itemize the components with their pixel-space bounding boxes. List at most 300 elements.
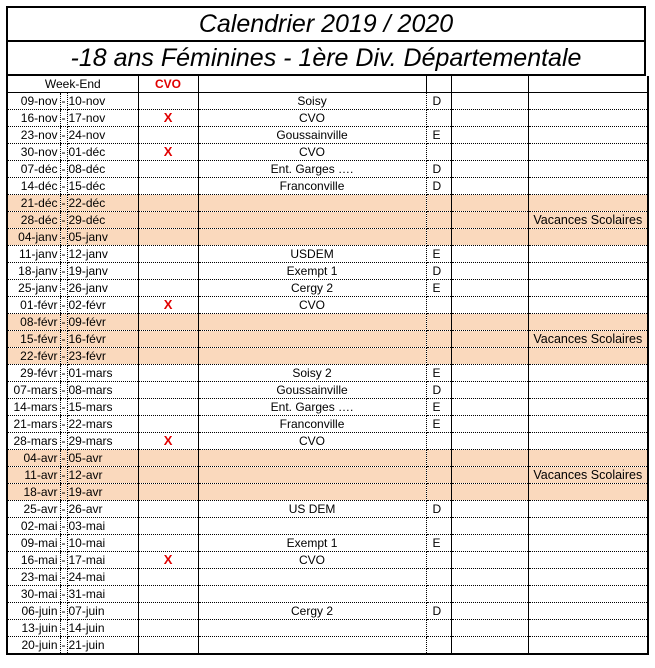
schedule-row [7, 161, 648, 178]
weekend-start-date: 15-févr [7, 331, 60, 348]
opponent-name: US DEM [198, 501, 426, 518]
weekend-end-date: 17-nov [67, 110, 138, 127]
cvo-marker [138, 416, 198, 433]
opponent-name: USDEM [198, 246, 426, 263]
weekend-end-date: 10-nov [67, 93, 138, 110]
weekend-end-date: 05-janv [67, 229, 138, 246]
vacation-note [528, 178, 648, 195]
cvo-marker [138, 467, 198, 484]
date-separator: - [61, 553, 66, 567]
weekend-end-date: 16-févr [67, 331, 138, 348]
schedule-row [7, 212, 648, 229]
level-code [426, 467, 451, 484]
vacation-note [528, 144, 648, 161]
calendar-title: Calendrier 2019 / 2020 [6, 6, 646, 40]
schedule-row [7, 263, 648, 280]
empty-cell [451, 603, 528, 620]
schedule-row [7, 280, 648, 297]
level-code [426, 450, 451, 467]
cvo-marker [138, 127, 198, 144]
cvo-marker [138, 365, 198, 382]
date-separator: - [61, 315, 66, 329]
date-separator: - [61, 111, 66, 125]
calendar-subtitle: -18 ans Féminines - 1ère Div. Départementale [6, 40, 646, 76]
schedule-row [7, 348, 648, 365]
level-code [426, 314, 451, 331]
date-separator: - [61, 264, 66, 278]
weekend-start-date: 02-mai [7, 518, 60, 535]
weekend-start-date: 16-mai [7, 552, 60, 569]
weekend-start-date: 07-mars [7, 382, 60, 399]
empty-cell [451, 518, 528, 535]
vacation-note [528, 535, 648, 552]
weekend-start-date: 22-févr [7, 348, 60, 365]
date-separator: - [61, 434, 66, 448]
weekend-end-date: 05-avr [67, 450, 138, 467]
date-separator: - [61, 485, 66, 499]
empty-cell [451, 229, 528, 246]
cvo-marker: X [138, 433, 198, 450]
vacation-note [528, 93, 648, 110]
weekend-end-date: 19-janv [67, 263, 138, 280]
cvo-marker [138, 586, 198, 603]
schedule-row [7, 399, 648, 416]
empty-cell [451, 552, 528, 569]
weekend-start-date: 25-janv [7, 280, 60, 297]
opponent-name [198, 331, 426, 348]
empty-cell [451, 535, 528, 552]
vacation-note [528, 416, 648, 433]
weekend-start-date: 21-mars [7, 416, 60, 433]
schedule-row [7, 110, 648, 127]
date-separator: - [61, 536, 66, 550]
cvo-marker [138, 382, 198, 399]
level-code: D [426, 263, 451, 280]
opponent-name: CVO [198, 297, 426, 314]
opponent-name [198, 569, 426, 586]
empty-cell [451, 467, 528, 484]
cvo-marker [138, 178, 198, 195]
weekend-end-date: 15-déc [67, 178, 138, 195]
schedule-row [7, 535, 648, 552]
weekend-end-date: 24-mai [67, 569, 138, 586]
level-code: E [426, 280, 451, 297]
date-separator: - [61, 519, 66, 533]
vacation-note [528, 518, 648, 535]
level-code: E [426, 535, 451, 552]
cvo-marker [138, 246, 198, 263]
weekend-end-date: 12-janv [67, 246, 138, 263]
opponent-name: CVO [198, 433, 426, 450]
date-separator: - [61, 196, 66, 210]
cvo-marker [138, 501, 198, 518]
level-code [426, 552, 451, 569]
weekend-start-date: 29-févr [7, 365, 60, 382]
weekend-header: Week-End [7, 76, 138, 93]
weekend-end-date: 22-déc [67, 195, 138, 212]
level-code [426, 144, 451, 161]
cvo-marker [138, 314, 198, 331]
weekend-start-date: 09-mai [7, 535, 60, 552]
date-separator: - [61, 162, 66, 176]
cvo-marker [138, 348, 198, 365]
vacation-note [528, 382, 648, 399]
level-code [426, 484, 451, 501]
level-code [426, 110, 451, 127]
weekend-end-date: 29-déc [67, 212, 138, 229]
opponent-name: Ent. Garges …. [198, 399, 426, 416]
empty-cell [451, 331, 528, 348]
note-header [528, 76, 648, 93]
schedule-row [7, 518, 648, 535]
date-separator: - [61, 332, 66, 346]
weekend-end-date: 01-déc [67, 144, 138, 161]
level-code [426, 518, 451, 535]
empty-cell [451, 433, 528, 450]
schedule-row [7, 314, 648, 331]
schedule-row [7, 467, 648, 484]
empty-cell [451, 161, 528, 178]
empty-cell [451, 569, 528, 586]
level-code [426, 212, 451, 229]
date-separator: - [61, 570, 66, 584]
cvo-header: CVO [138, 76, 198, 93]
empty-cell [451, 297, 528, 314]
schedule-row [7, 229, 648, 246]
schedule-row [7, 246, 648, 263]
weekend-end-date: 29-mars [67, 433, 138, 450]
cvo-marker [138, 603, 198, 620]
weekend-start-date: 14-mars [7, 399, 60, 416]
opponent-name [198, 518, 426, 535]
cvo-marker [138, 229, 198, 246]
cvo-marker [138, 518, 198, 535]
level-header [426, 76, 451, 93]
cvo-marker: X [138, 297, 198, 314]
empty-cell [451, 212, 528, 229]
schedule-row [7, 484, 648, 501]
level-code [426, 195, 451, 212]
vacation-note [528, 399, 648, 416]
vacation-note [528, 348, 648, 365]
opponent-name [198, 212, 426, 229]
vacation-note [528, 229, 648, 246]
vacation-note: Vacances Scolaires [528, 331, 648, 348]
schedule-row [7, 195, 648, 212]
empty-cell [451, 348, 528, 365]
cvo-marker [138, 569, 198, 586]
calendar-sheet [6, 6, 646, 655]
schedule-row [7, 552, 648, 569]
weekend-end-date: 19-avr [67, 484, 138, 501]
vacation-note [528, 450, 648, 467]
date-separator: - [61, 94, 66, 108]
weekend-start-date: 16-nov [7, 110, 60, 127]
schedule-row [7, 416, 648, 433]
weekend-end-date: 15-mars [67, 399, 138, 416]
opponent-name [198, 484, 426, 501]
empty-cell [451, 484, 528, 501]
level-code: E [426, 365, 451, 382]
weekend-end-date: 08-déc [67, 161, 138, 178]
weekend-start-date: 18-janv [7, 263, 60, 280]
weekend-start-date: 06-juin [7, 603, 60, 620]
empty-cell [451, 195, 528, 212]
date-separator: - [61, 281, 66, 295]
date-separator: - [61, 621, 66, 635]
schedule-row [7, 178, 648, 195]
cvo-marker [138, 535, 198, 552]
cvo-marker [138, 195, 198, 212]
schedule-row [7, 433, 648, 450]
opponent-name [198, 467, 426, 484]
opponent-name: Cergy 2 [198, 280, 426, 297]
level-code [426, 331, 451, 348]
cvo-marker [138, 620, 198, 637]
vacation-note [528, 365, 648, 382]
vacation-note [528, 433, 648, 450]
cvo-marker [138, 399, 198, 416]
weekend-end-date: 26-janv [67, 280, 138, 297]
empty-cell [451, 263, 528, 280]
date-separator: - [61, 451, 66, 465]
date-separator: - [61, 383, 66, 397]
weekend-start-date: 04-janv [7, 229, 60, 246]
schedule-row [7, 586, 648, 603]
empty-cell [451, 637, 528, 655]
cvo-marker [138, 637, 198, 655]
weekend-end-date: 12-avr [67, 467, 138, 484]
vacation-note [528, 586, 648, 603]
weekend-start-date: 30-mai [7, 586, 60, 603]
empty-cell [451, 93, 528, 110]
opponent-name: Ent. Garges …. [198, 161, 426, 178]
opponent-name: CVO [198, 110, 426, 127]
opponent-name: Goussainville [198, 127, 426, 144]
date-separator: - [61, 417, 66, 431]
level-code [426, 433, 451, 450]
level-code: D [426, 501, 451, 518]
opponent-name [198, 586, 426, 603]
schedule-row [7, 603, 648, 620]
level-code: E [426, 399, 451, 416]
level-code: D [426, 178, 451, 195]
weekend-start-date: 21-déc [7, 195, 60, 212]
vacation-note [528, 501, 648, 518]
opponent-name [198, 229, 426, 246]
date-separator: - [61, 502, 66, 516]
empty-cell [451, 365, 528, 382]
schedule-row [7, 637, 648, 655]
cvo-marker: X [138, 552, 198, 569]
vacation-note [528, 569, 648, 586]
opponent-name [198, 450, 426, 467]
opponent-name: Cergy 2 [198, 603, 426, 620]
cvo-marker [138, 331, 198, 348]
date-separator: - [61, 366, 66, 380]
level-code: D [426, 382, 451, 399]
empty-cell [451, 416, 528, 433]
cvo-marker [138, 212, 198, 229]
weekend-start-date: 23-nov [7, 127, 60, 144]
weekend-start-date: 07-déc [7, 161, 60, 178]
level-code [426, 229, 451, 246]
schedule-row [7, 127, 648, 144]
empty-cell [451, 280, 528, 297]
vacation-note: Vacances Scolaires [528, 467, 648, 484]
empty-cell [451, 110, 528, 127]
weekend-end-date: 07-juin [67, 603, 138, 620]
vacation-note [528, 110, 648, 127]
opponent-name: Goussainville [198, 382, 426, 399]
table-header-row [7, 76, 648, 93]
weekend-end-date: 31-mai [67, 586, 138, 603]
weekend-start-date: 04-avr [7, 450, 60, 467]
weekend-start-date: 01-févr [7, 297, 60, 314]
level-code: E [426, 246, 451, 263]
weekend-start-date: 18-avr [7, 484, 60, 501]
level-code [426, 569, 451, 586]
vacation-note [528, 637, 648, 655]
opponent-name: Soisy 2 [198, 365, 426, 382]
vacation-note [528, 314, 648, 331]
empty-cell [451, 246, 528, 263]
schedule-row [7, 382, 648, 399]
weekend-end-date: 10-mai [67, 535, 138, 552]
schedule-row [7, 501, 648, 518]
vacation-note [528, 161, 648, 178]
empty-cell [451, 586, 528, 603]
weekend-end-date: 24-nov [67, 127, 138, 144]
weekend-start-date: 28-mars [7, 433, 60, 450]
weekend-start-date: 13-juin [7, 620, 60, 637]
date-separator: - [61, 400, 66, 414]
cvo-marker [138, 280, 198, 297]
cvo-marker [138, 161, 198, 178]
level-code [426, 586, 451, 603]
empty-cell [451, 144, 528, 161]
schedule-row [7, 297, 648, 314]
cvo-marker [138, 484, 198, 501]
date-separator: - [61, 298, 66, 312]
schedule-row [7, 569, 648, 586]
date-separator: - [61, 145, 66, 159]
weekend-start-date: 20-juin [7, 637, 60, 655]
schedule-row [7, 93, 648, 110]
opponent-name: Soisy [198, 93, 426, 110]
extra-header [451, 76, 528, 93]
weekend-start-date: 28-déc [7, 212, 60, 229]
level-code [426, 297, 451, 314]
weekend-start-date: 14-déc [7, 178, 60, 195]
weekend-end-date: 02-févr [67, 297, 138, 314]
weekend-start-date: 11-janv [7, 246, 60, 263]
vacation-note [528, 297, 648, 314]
weekend-start-date: 11-avr [7, 467, 60, 484]
empty-cell [451, 382, 528, 399]
vacation-note [528, 195, 648, 212]
vacation-note [528, 127, 648, 144]
empty-cell [451, 314, 528, 331]
opponent-name: Franconville [198, 178, 426, 195]
empty-cell [451, 450, 528, 467]
date-separator: - [61, 587, 66, 601]
date-separator: - [61, 349, 66, 363]
weekend-end-date: 17-mai [67, 552, 138, 569]
opponent-name: CVO [198, 144, 426, 161]
schedule-table [6, 76, 649, 655]
vacation-note [528, 263, 648, 280]
weekend-end-date: 21-juin [67, 637, 138, 655]
cvo-marker [138, 450, 198, 467]
schedule-row [7, 144, 648, 161]
vacation-note [528, 552, 648, 569]
level-code [426, 348, 451, 365]
weekend-start-date: 23-mai [7, 569, 60, 586]
date-separator: - [61, 468, 66, 482]
vacation-note [528, 246, 648, 263]
date-separator: - [61, 604, 66, 618]
cvo-marker: X [138, 144, 198, 161]
level-code: D [426, 93, 451, 110]
vacation-note [528, 603, 648, 620]
opponent-name [198, 195, 426, 212]
opponent-name [198, 314, 426, 331]
weekend-end-date: 26-avr [67, 501, 138, 518]
opponent-name [198, 620, 426, 637]
empty-cell [451, 620, 528, 637]
empty-cell [451, 399, 528, 416]
weekend-start-date: 25-avr [7, 501, 60, 518]
level-code: D [426, 603, 451, 620]
date-separator: - [61, 230, 66, 244]
level-code [426, 620, 451, 637]
weekend-end-date: 23-févr [67, 348, 138, 365]
weekend-start-date: 08-févr [7, 314, 60, 331]
cvo-marker [138, 93, 198, 110]
level-code: E [426, 416, 451, 433]
opponent-name [198, 348, 426, 365]
level-code: D [426, 161, 451, 178]
opponent-name [198, 637, 426, 655]
date-separator: - [61, 638, 66, 652]
empty-cell [451, 178, 528, 195]
opponent-name: Franconville [198, 416, 426, 433]
opponent-name: CVO [198, 552, 426, 569]
date-separator: - [61, 128, 66, 142]
empty-cell [451, 501, 528, 518]
weekend-start-date: 09-nov [7, 93, 60, 110]
schedule-row [7, 620, 648, 637]
schedule-row [7, 365, 648, 382]
level-code [426, 637, 451, 655]
vacation-note [528, 484, 648, 501]
vacation-note [528, 620, 648, 637]
weekend-start-date: 30-nov [7, 144, 60, 161]
date-separator: - [61, 213, 66, 227]
weekend-end-date: 09-févr [67, 314, 138, 331]
vacation-note: Vacances Scolaires [528, 212, 648, 229]
date-separator: - [61, 247, 66, 261]
weekend-end-date: 22-mars [67, 416, 138, 433]
level-code: E [426, 127, 451, 144]
weekend-end-date: 14-juin [67, 620, 138, 637]
vacation-note [528, 280, 648, 297]
schedule-row [7, 450, 648, 467]
opponent-name: Exempt 1 [198, 535, 426, 552]
weekend-end-date: 03-mai [67, 518, 138, 535]
cvo-marker [138, 263, 198, 280]
